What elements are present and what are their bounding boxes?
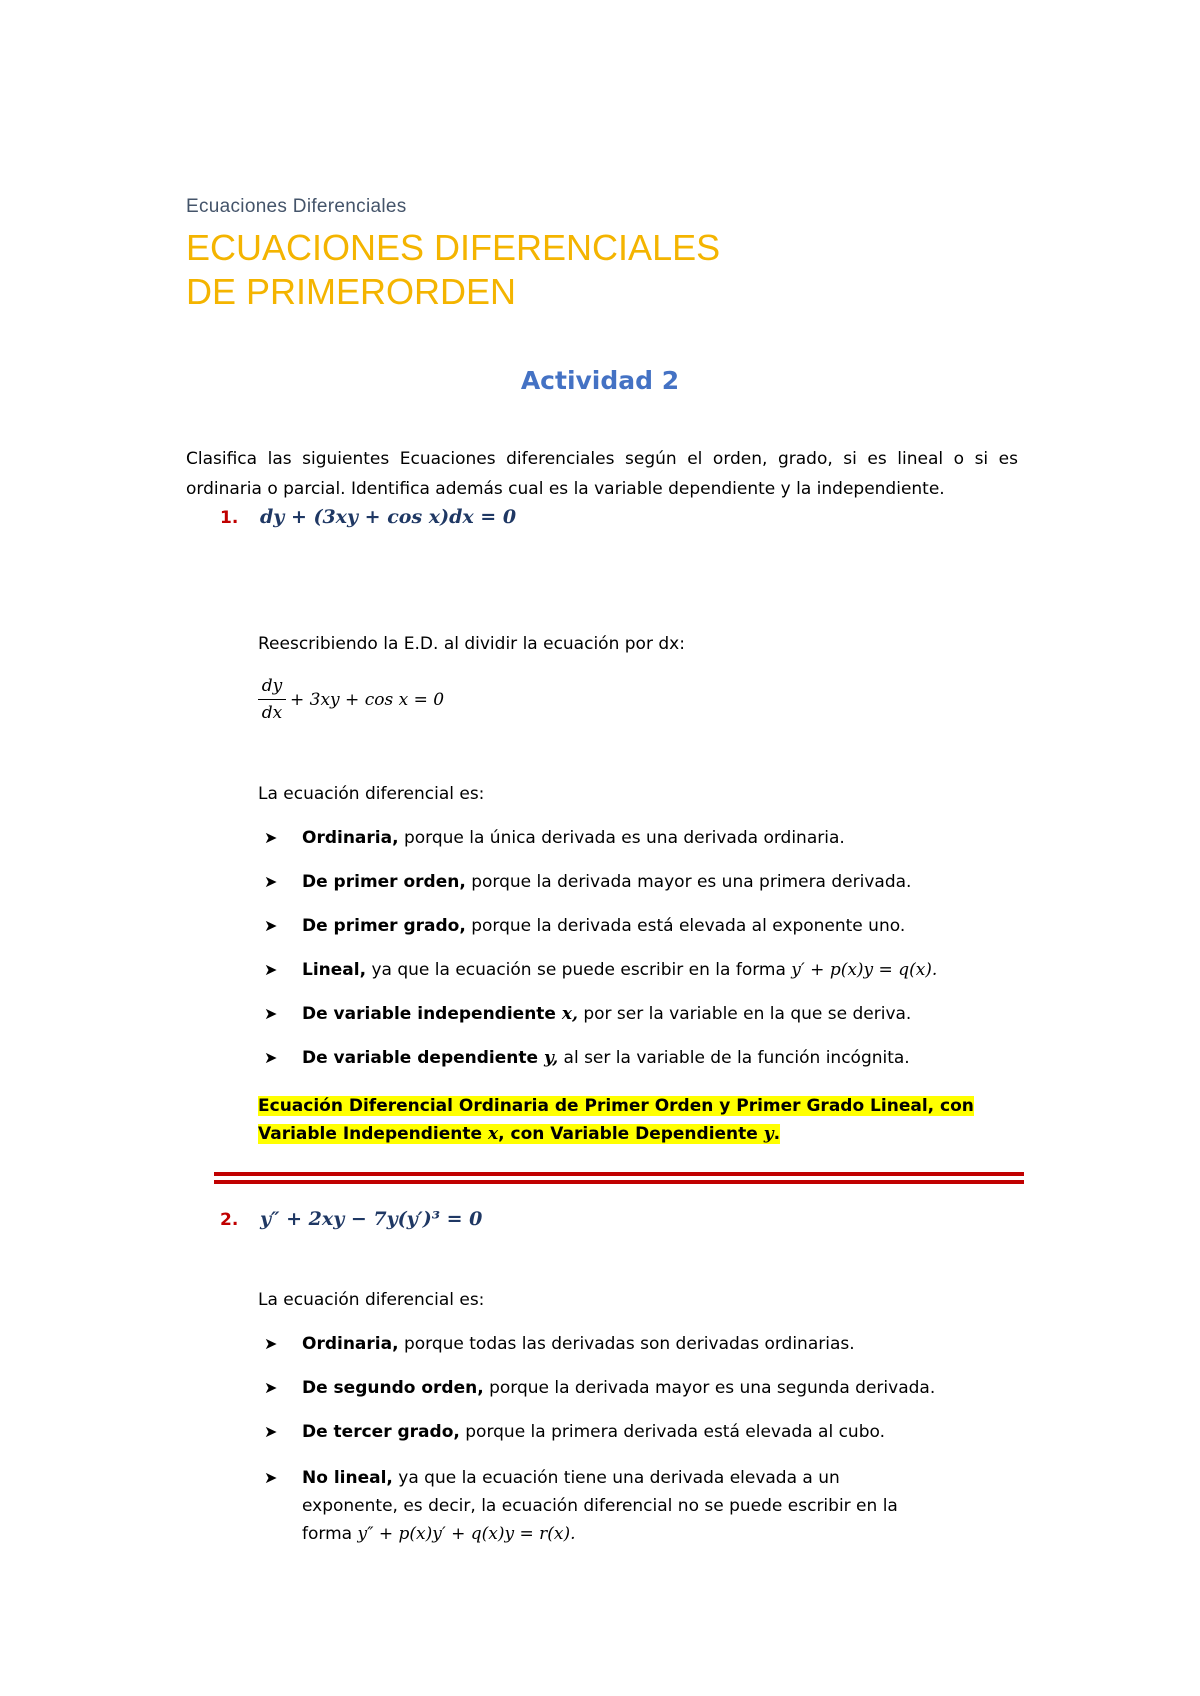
list-item: ➤ Ordinaria, porque todas las derivadas son derivadas ordinarias.: [264, 1334, 855, 1354]
exercise-equation: dy + (3xy + cos x)dx = 0: [260, 506, 517, 528]
title-line-1: ECUACIONES DIFERENCIALES: [186, 227, 721, 268]
exercise-equation: y″ + 2xy − 7y(y′)³ = 0: [260, 1208, 483, 1230]
fraction-denominator: dx: [261, 703, 283, 723]
arrow-bullet-icon: ➤: [264, 1004, 278, 1023]
arrow-bullet-icon: ➤: [264, 828, 278, 847]
rewrite-text: Reescribiendo la E.D. al dividir la ecuación por dx:: [258, 634, 685, 654]
intro-paragraph: Clasifica las siguientes Ecuaciones diferenciales según el orden, grado, si es lineal o si es ordinaria o parcial. Identifica además cual es la variable dependiente y la independiente.: [186, 449, 1018, 499]
subject-header: Ecuaciones Diferenciales: [186, 196, 407, 217]
arrow-bullet-icon: ➤: [264, 1378, 278, 1397]
summary-highlight: [258, 1092, 974, 1148]
arrow-bullet-icon: ➤: [264, 872, 278, 891]
exercise-number: 1.: [220, 508, 239, 528]
list-item: ➤ De variable independiente x, por ser la variable en la que se deriva.: [264, 1004, 912, 1024]
exercise-2-heading: [220, 1208, 482, 1230]
fraction-numerator: dy: [261, 676, 283, 696]
arrow-bullet-icon: ➤: [264, 1468, 278, 1487]
exercise-1-heading: [220, 506, 516, 528]
summary-line-2: Variable Independiente x, con Variable Dependiente y.: [258, 1124, 781, 1144]
section-divider: [214, 1172, 1024, 1188]
title-line-2: DE PRIMERORDEN: [186, 271, 517, 312]
fraction-bar: [258, 699, 286, 700]
arrow-bullet-icon: ➤: [264, 960, 278, 979]
list-item: ➤ Ordinaria, porque la única derivada es una derivada ordinaria.: [264, 828, 845, 848]
rewritten-equation: [258, 676, 444, 723]
list-item: ➤ De primer grado, porque la derivada está elevada al exponente uno.: [264, 916, 906, 936]
classification-heading: La ecuación diferencial es:: [258, 784, 485, 804]
arrow-bullet-icon: ➤: [264, 1334, 278, 1353]
list-item: ➤ Lineal, ya que la ecuación se puede escribir en la forma y′ + p(x)y = q(x).: [264, 960, 938, 980]
list-item: ➤ De segundo orden, porque la derivada mayor es una segunda derivada.: [264, 1378, 936, 1398]
classification-heading: La ecuación diferencial es:: [258, 1290, 485, 1310]
list-item: ➤ De tercer grado, porque la primera derivada está elevada al cubo.: [264, 1422, 885, 1442]
list-item: ➤ De primer orden, porque la derivada mayor es una primera derivada.: [264, 872, 912, 892]
list-item: ➤ No lineal, ya que la ecuación tiene una derivada elevada a un exponente, es decir, la ecuación diferencial no se puede escribir en la forma y″ + p(x)y′ + q(x)y = r(x).: [264, 1464, 935, 1548]
list-item: ➤ De variable dependiente y, al ser la variable de la función incógnita.: [264, 1048, 910, 1068]
activity-title: Actividad 2: [520, 366, 680, 395]
arrow-bullet-icon: ➤: [264, 916, 278, 935]
exercise-number: 2.: [220, 1210, 239, 1230]
arrow-bullet-icon: ➤: [264, 1422, 278, 1441]
derivative-fraction: [258, 676, 286, 723]
document-title: [186, 226, 720, 314]
summary-line-1: Ecuación Diferencial Ordinaria de Primer Orden y Primer Grado Lineal, con: [258, 1096, 974, 1116]
classification-list: [264, 1332, 935, 1548]
arrow-bullet-icon: ➤: [264, 1048, 278, 1067]
classification-list: [264, 826, 937, 1090]
rewritten-equation-rest: + 3xy + cos x = 0: [290, 689, 445, 710]
